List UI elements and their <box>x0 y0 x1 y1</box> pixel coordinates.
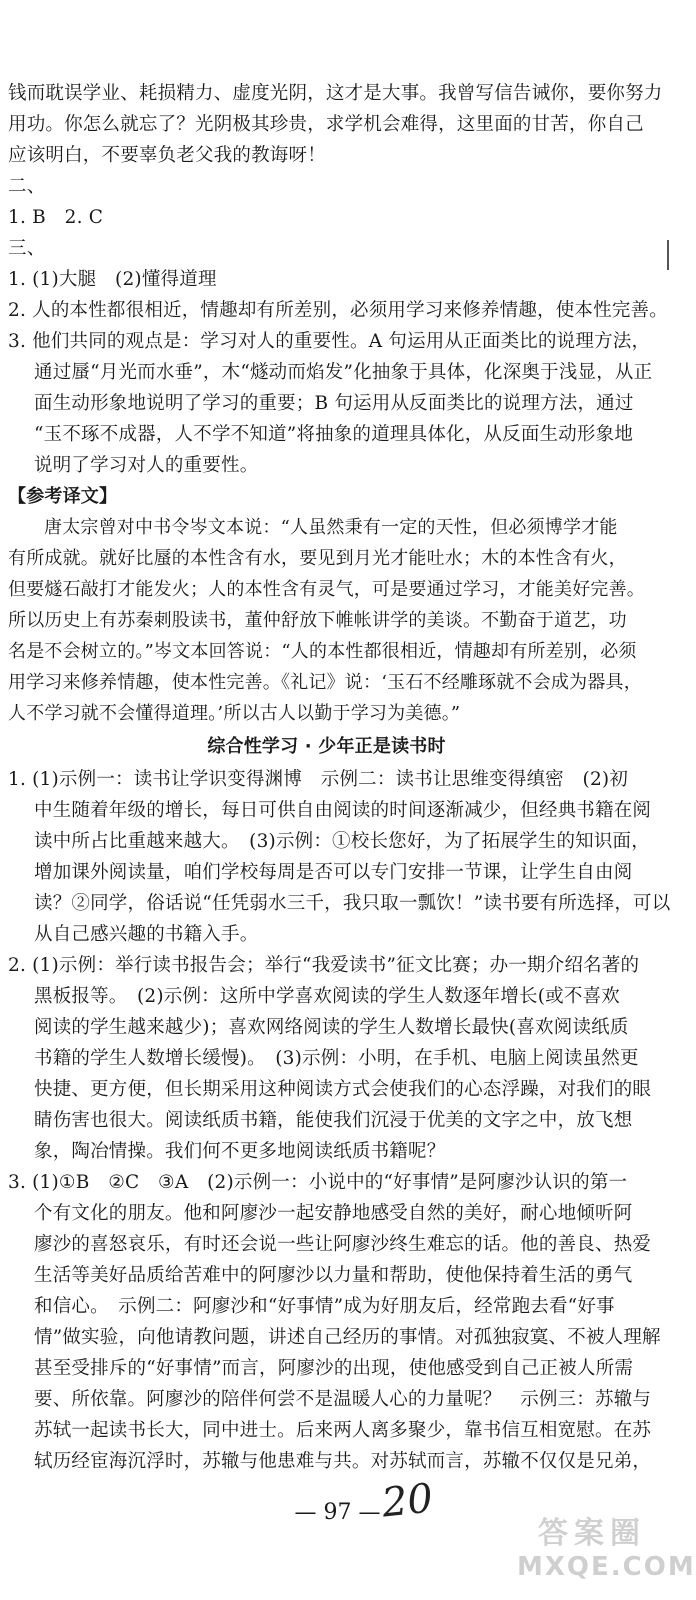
text-line: “玉不琢不成器，人不学不知道”将抽象的道理具体化，从反面生动形象地 <box>34 424 634 445</box>
watermark-en: MXQE.COM <box>517 1552 696 1582</box>
text-line: 应该明白，不要辜负老父我的教诲呀！ <box>8 145 326 166</box>
text-line: 从自己感兴趣的书籍入手。 <box>34 924 259 945</box>
text-line: 1. (1)示例一：读书让学识变得渊博 示例二：读书让思维变得缜密 (2)初 <box>8 769 629 790</box>
text-line: 3. 他们共同的观点是：学习对人的重要性。A 句运用从正面类比的说理方法， <box>8 331 651 352</box>
text-line: 三、 <box>8 238 46 259</box>
text-line: 综合性学习 · 少年正是读书时 <box>207 736 446 757</box>
text-line: 和信心。 示例二：阿廖沙和“好事情”成为好朋友后，经常跑去看“好事 <box>34 1296 615 1317</box>
watermark-logo <box>517 1508 696 1594</box>
text-line: 二、 <box>8 176 46 197</box>
handwritten-note: 20 <box>379 1475 436 1527</box>
text-line: 面生动形象地说明了学习的重要；B 句运用从反面类比的说理方法，通过 <box>34 393 634 414</box>
text-line: 睛伤害也很大。阅读纸质书籍，能使我们沉浸于优美的文字之中，放飞想 <box>34 1110 633 1131</box>
text-line: 增加课外阅读量，咱们学校每周是否可以专门安排一节课，让学生自由阅 <box>34 862 633 883</box>
text-line: 钱而耽误学业、耗损精力、虚度光阴，这才是大事。我曾写信告诫你，要你努力 <box>8 83 663 104</box>
text-line: 要、所依靠。阿廖沙的陪伴何尝不是温暖人心的力量呢？ 示例三：苏辙与 <box>34 1389 652 1410</box>
text-line: 轼历经宦海沉浮时，苏辙与他患难与共。对苏轼而言，苏辙不仅仅是兄弟， <box>34 1451 652 1472</box>
text-line: 黑板报等。 (2)示例：这所中学喜欢阅读的学生人数逐年增长(或不喜欢 <box>34 986 620 1007</box>
text-line: 人不学习就不会懂得道理。’所以古人以勤于学习为美德。” <box>8 703 461 724</box>
text-line: 快捷、更方便，但长期采用这种阅读方式会使我们的心态浮躁，对我们的眼 <box>34 1079 652 1100</box>
text-line: 1. (1)大腿 (2)懂得道理 <box>8 269 217 290</box>
watermark-cn: 答案圈 <box>538 1516 646 1551</box>
text-line: 通过蜃“月光而水垂”，木“燧动而焰发”化抽象于具体，化深奥于浅显，从正 <box>34 362 653 383</box>
text-line: 【参考译文】 <box>8 486 118 507</box>
text-line: 用功。你怎么就忘了？光阴极其珍贵，求学机会难得，这里面的甘苦，你自己 <box>8 114 644 135</box>
text-line: 情”做实验，向他请教问题，讲述自己经历的事情。对孤独寂寞、不被人理解 <box>34 1327 661 1348</box>
page-number: — 97 — <box>294 1500 381 1525</box>
text-line: 象，陶冶情操。我们何不更多地阅读纸质书籍呢？ <box>34 1141 446 1162</box>
text-line: 所以历史上有苏秦刺股读书，董仲舒放下帷帐讲学的美谈。不勤奋于道艺，功 <box>8 610 627 631</box>
text-line: 唐太宗曾对中书令岑文本说：“人虽然秉有一定的天性，但必须博学才能 <box>44 517 618 538</box>
text-line: 有所成就。就好比蜃的本性含有水，要见到月光才能吐水；木的本性含有火， <box>8 548 627 569</box>
text-line: 2. (1)示例：举行读书报告会；举行“我爱读书”征文比赛；办一期介绍名著的 <box>8 955 640 976</box>
text-line: 名是不会树立的。”岑文本回答说：“人的本性都很相近，情趣却有所差别，必须 <box>8 641 637 662</box>
text-line: 说明了学习对人的重要性。 <box>34 455 259 476</box>
text-line: 1. B 2. C <box>8 207 104 228</box>
text-line: 用学习来修养情趣，使本性完善。《礼记》说：‘玉石不经雕琢就不会成为器具， <box>8 672 642 693</box>
text-line: 中生随着年级的增长，每日可供自由阅读的时间逐渐减少，但经典书籍在阅 <box>34 800 652 821</box>
text-line: 但要燧石敲打才能发火；人的本性含有灵气，可是要通过学习，才能美好完善。 <box>8 579 645 600</box>
text-line: 2. 人的本性都很相近，情趣却有所差别，必须用学习来修养情趣，使本性完善。 <box>8 300 668 321</box>
document-body <box>8 78 671 1477</box>
text-line: 个有文化的朋友。他和阿廖沙一起安静地感受自然的美好，耐心地倾听阿 <box>34 1203 633 1224</box>
text-line: 生活等美好品质给苦难中的阿廖沙以力量和帮助，使他保持着生活的勇气 <box>34 1265 633 1286</box>
text-line: 读中所占比重越来越大。 (3)示例：①校长您好，为了拓展学生的知识面， <box>34 831 650 852</box>
text-line: 苏轼一起读书长大，同中进士。后来两人离多聚少，靠书信互相宽慰。在苏 <box>34 1420 652 1441</box>
text-line: 3. (1)①B ②C ③A (2)示例一：小说中的“好事情”是阿廖沙认识的第一 <box>8 1172 628 1193</box>
scan-edge-mark <box>667 240 669 270</box>
text-line: 阅读的学生越来越少)；喜欢网络阅读的学生人数增长最快(喜欢阅读纸质 <box>34 1017 629 1038</box>
text-line: 读？②同学，俗话说“任凭弱水三千，我只取一瓢饮！”读书要有所选择，可以 <box>34 893 671 914</box>
text-line: 廖沙的喜怒哀乐，有时还会说一些让阿廖沙终生难忘的话。他的善良、热爱 <box>34 1234 652 1255</box>
text-line: 书籍的学生人数增长缓慢)。 (3)示例：小明，在手机、电脑上阅读虽然更 <box>34 1048 639 1069</box>
text-line: 甚至受排斥的“好事情”而言，阿廖沙的出现，使他感受到自己正被人所需 <box>34 1358 634 1379</box>
